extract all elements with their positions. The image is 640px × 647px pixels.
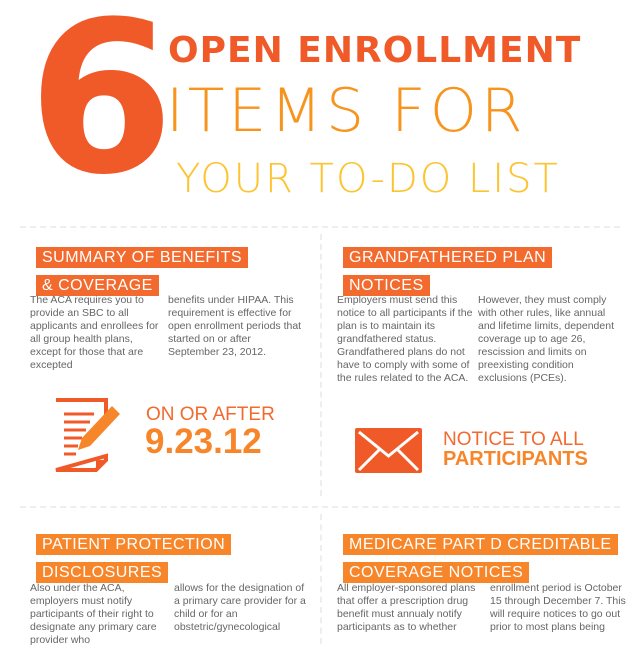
divider-vertical-top xyxy=(320,234,322,496)
heading-line: MEDICARE PART D CREDITABLE xyxy=(343,534,618,555)
callout-participants: PARTICIPANTS xyxy=(443,448,588,470)
heading-line: DISCLOSURES xyxy=(36,562,168,583)
heading-line: & COVERAGE xyxy=(36,275,159,296)
big-number-six: 6 xyxy=(28,0,169,221)
section-heading-sbc xyxy=(36,243,248,299)
callout-small-notice: NOTICE TO ALL xyxy=(443,429,584,450)
title-line-2: ITEMS FOR xyxy=(166,76,527,146)
section-heading-patient-protection xyxy=(36,530,231,586)
section-heading-medicare xyxy=(343,530,618,586)
divider-vertical-bottom xyxy=(320,514,322,644)
heading-line: PATIENT PROTECTION xyxy=(36,534,231,555)
callout-small-date: ON OR AFTER xyxy=(146,404,275,425)
patient-text-col1: Also under the ACA, employers must notify participants of their right to designate any primary care provider who xyxy=(30,582,157,646)
title-line-1: OPEN ENROLLMENT xyxy=(168,30,582,71)
callout-date: 9.23.12 xyxy=(145,422,262,461)
heading-line: COVERAGE NOTICES xyxy=(343,562,529,583)
document-pencil-icon xyxy=(54,398,124,472)
divider-middle xyxy=(20,506,620,508)
section-heading-grandfathered xyxy=(343,243,552,299)
heading-line: SUMMARY OF BENEFITS xyxy=(36,247,248,268)
sbc-text-col2: benefits under HIPAA. This requirement is effective for open enrollment periods that started on or after September 23, 2012. xyxy=(168,294,302,358)
envelope-icon xyxy=(355,428,422,473)
patient-text-col2: allows for the designation of a primary care provider for a child or for an obstetric/gynecological xyxy=(174,582,306,633)
sbc-text-col1: The ACA requires you to provide an SBC to all applicants and enrollees for all group health plans, except for those that are excepted xyxy=(30,294,159,371)
grandfathered-text-col1: Employers must send this notice to all participants if the plan is to maintain its grandfathered status. Grandfathered plans do not have to comply with some of the rules related to the ACA. xyxy=(337,294,473,384)
medicare-text-col2: enrollment period is October 15 through December 7. This will require notices to go out prior to most plans being xyxy=(490,582,626,633)
heading-line: NOTICES xyxy=(343,275,430,296)
heading-line: GRANDFATHERED PLAN xyxy=(343,247,552,268)
grandfathered-text-col2: However, they must comply with other rules, like annual and lifetime limits, dependent coverage up to age 26, rescission and limits on preexisting condition exclusions (PCEs). xyxy=(478,294,614,384)
title-line-3: YOUR TO-DO LIST xyxy=(176,156,560,202)
divider-top xyxy=(20,226,620,228)
medicare-text-col1: All employer-sponsored plans that offer a prescription drug benefit must annualy notify participants as to whether xyxy=(337,582,476,633)
